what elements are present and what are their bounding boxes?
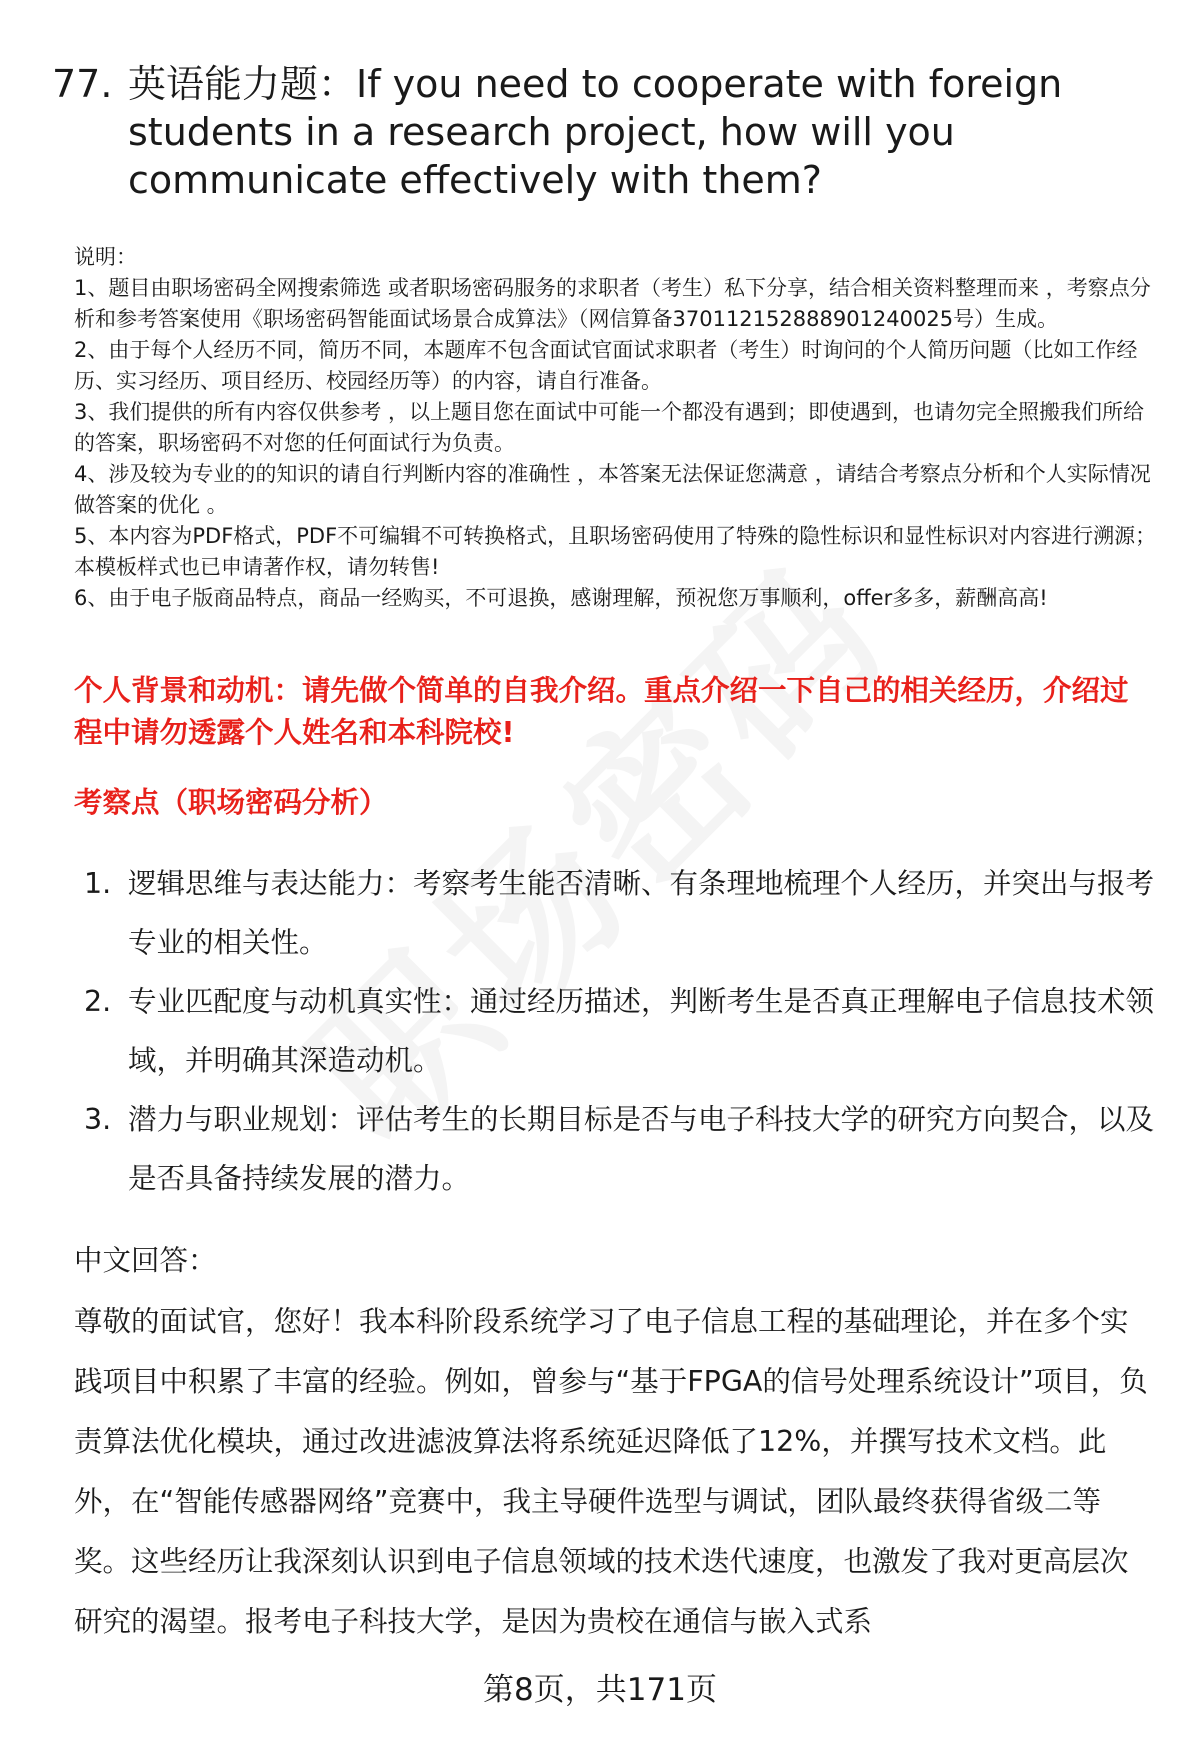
notes-section xyxy=(74,242,1164,614)
answer-body: 尊敬的面试官，您好！我本科阶段系统学习了电子信息工程的基础理论，并在多个实践项目中积累了丰富的经验。例如，曾参与“基于FPGA的信号处理系统设计”项目，负责算法优化模块，通过改进滤波算法将系统延迟降低了12%，并撰写技术文档。此外，在“智能传感器网络”竞赛中，我主导硬件选型与调试，团队最终获得省级二等奖。这些经历让我深刻认识到电子信息领域的技术迭代速度，也激发了我对更高层次研究的渴望。报考电子科技大学，是因为贵校在通信与嵌入式系 xyxy=(74,1305,1148,1638)
note-item: 6、由于电子版商品特点，商品一经购买，不可退换，感谢理解，预祝您万事顺利，offer多多，薪酬高高! xyxy=(74,586,1048,610)
answer-heading: 中文回答： xyxy=(74,1244,217,1277)
page-footer: 第8页，共171页 xyxy=(483,1672,717,1708)
focus-item xyxy=(84,972,1154,1090)
focus-item xyxy=(84,1090,1154,1208)
question-text: 英语能力题：If you need to cooperate with foreign students in a research project, how will you communicate effectively with them? xyxy=(128,62,1063,202)
note-item: 1、题目由职场密码全网搜索筛选 或者职场密码服务的求职者（考生）私下分享，结合相关资料整理而来 ，考察点分析和参考答案使用《职场密码智能面试场景合成算法》（网信算备370112152888901240025号）生成。 xyxy=(74,276,1151,331)
focus-item xyxy=(84,854,1154,972)
note-item: 3、我们提供的所有内容仅供参考 ，以上题目您在面试中可能一个都没有遇到；即使遇到，也请勿完全照搬我们所给的答案，职场密码不对您的任何面试行为负责。 xyxy=(74,400,1145,455)
focus-list xyxy=(84,854,1154,1208)
note-item: 2、由于每个人经历不同，简历不同，本题库不包含面试官面试求职者（考生）时询问的个人简历问题（比如工作经历、实习经历、项目经历、校园经历等）的内容，请自行准备。 xyxy=(74,338,1138,393)
focus-item-number: 1. xyxy=(84,867,112,900)
focus-item-text: 逻辑思维与表达能力：考察考生能否清晰、有条理地梳理个人经历，并突出与报考专业的相关性。 xyxy=(128,867,1155,959)
intro-prompt: 个人背景和动机：请先做个简单的自我介绍。重点介绍一下自己的相关经历，介绍过程中请勿透露个人姓名和本科院校! xyxy=(74,674,1129,749)
focus-item-number: 2. xyxy=(84,985,112,1018)
question-number: 77. xyxy=(52,62,113,106)
focus-item-text: 潜力与职业规划：评估考生的长期目标是否与电子科技大学的研究方向契合，以及是否具备持续发展的潜力。 xyxy=(128,1103,1155,1195)
focus-heading: 考察点（职场密码分析） xyxy=(74,786,388,819)
note-item: 5、本内容为PDF格式，PDF不可编辑不可转换格式，且职场密码使用了特殊的隐性标识和显性标识对内容进行溯源；本模板样式也已申请著作权，请勿转售! xyxy=(74,524,1157,579)
question-title xyxy=(52,60,1162,204)
note-item: 4、涉及较为专业的的知识的请自行判断内容的准确性 ，本答案无法保证您满意 ，请结合考察点分析和个人实际情况做答案的优化 。 xyxy=(74,462,1151,517)
focus-item-text: 专业匹配度与动机真实性：通过经历描述，判断考生是否真正理解电子信息技术领域，并明确其深造动机。 xyxy=(128,985,1155,1077)
notes-title: 说明： xyxy=(74,245,137,269)
focus-item-number: 3. xyxy=(84,1103,112,1136)
